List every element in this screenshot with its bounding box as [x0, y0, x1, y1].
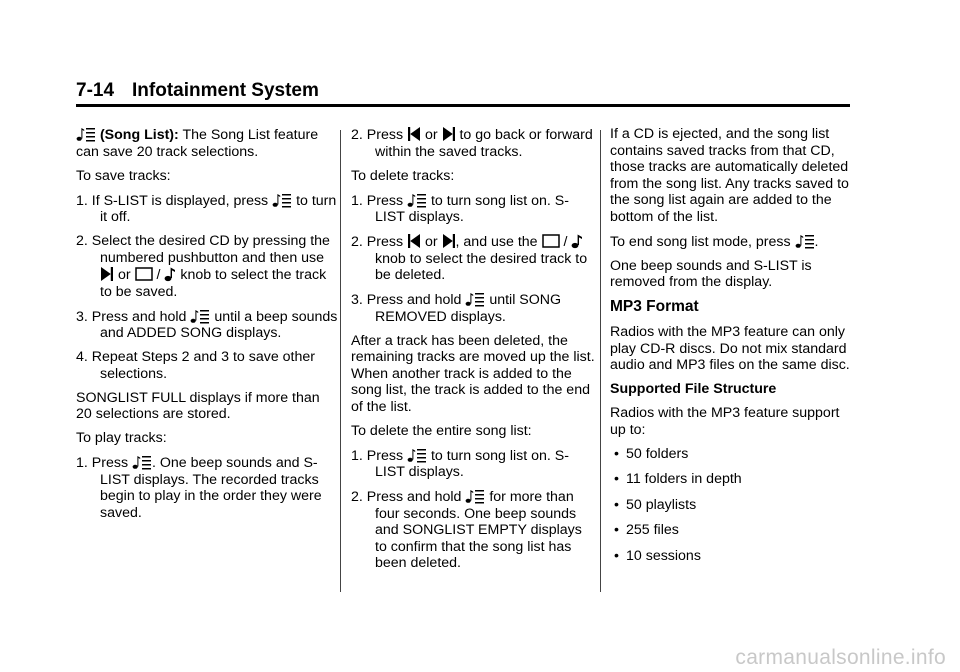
save-step-4: 4. Repeat Steps 2 and 3 to save other selections. — [76, 349, 315, 382]
list-item: • 11 folders in depth — [614, 471, 742, 487]
end-song-list-result: One beep sounds and S-LIST is removed from the display. — [610, 257, 812, 290]
column-divider-1 — [340, 130, 341, 592]
delete-step-2: 2. Press or , and use the / knob to select the desired track to be deleted. — [351, 234, 588, 283]
songlist-full-note: SONGLIST FULL displays if more than 20 selections are stored. — [76, 389, 320, 422]
save-step-3: 3. Press and hold until a beep sounds and ADDED SONG displays. — [76, 308, 338, 341]
save-step-1: 1. If S-LIST is displayed, press to turn it off. — [76, 192, 337, 225]
folder-note-icon — [164, 266, 176, 282]
watermark: carmanualsonline.info — [735, 646, 946, 669]
delete-all-step-2: 2. Press and hold for more than four seconds. One beep sounds and SONGLIST EMPTY displays to confirm that the song list has been deleted. — [351, 489, 582, 571]
folder-note-icon — [571, 233, 583, 249]
delete-all-step-1: 1. Press to turn song list on. S-LIST displays. — [351, 447, 569, 480]
page-number: 7-14 — [76, 80, 115, 101]
music-note-list-icon — [465, 488, 485, 504]
column-1 — [76, 126, 338, 529]
seek-forward-icon — [442, 233, 456, 249]
music-note-list-icon — [132, 454, 152, 470]
section-title: Infotainment System — [132, 80, 319, 101]
column-2 — [351, 126, 596, 579]
play-step-2: 2. Press or to go back or forward within the saved tracks. — [351, 127, 593, 160]
column-3 — [610, 126, 855, 573]
list-item: • 255 files — [614, 522, 679, 538]
music-note-list-icon — [795, 233, 815, 249]
list-item: • 10 sessions — [614, 547, 701, 564]
music-note-list-icon — [76, 126, 96, 142]
delete-step-1: 1. Press to turn song list on. S-LIST displays. — [351, 192, 569, 225]
music-note-list-icon — [272, 192, 292, 208]
mp3-format-heading: MP3 Format — [610, 298, 699, 315]
delete-step-3: 3. Press and hold until SONG REMOVED displays. — [351, 292, 562, 325]
seek-back-icon — [407, 126, 421, 142]
song-list-intro: (Song List): The Song List feature can save 20 track selections. — [76, 127, 319, 160]
delete-all-heading: To delete the entire song list: — [351, 422, 532, 439]
tune-box-icon — [135, 266, 153, 282]
seek-back-icon — [407, 233, 421, 249]
to-delete-heading: To delete tracks: — [351, 167, 455, 184]
song-list-label: (Song List): — [99, 127, 179, 143]
save-step-2: 2. Select the desired CD by pressing the numbered pushbutton and then use or / knob to select the track to be saved. — [76, 233, 330, 300]
after-delete-note: After a track has been deleted, the remaining tracks are moved up the list. When another track is added to the song list, the track is added to the end of the list. — [351, 332, 595, 415]
tune-box-icon — [542, 233, 560, 249]
music-note-list-icon — [407, 447, 427, 463]
page-header — [76, 80, 319, 102]
list-item: • 50 folders — [614, 445, 689, 462]
music-note-list-icon — [465, 291, 485, 307]
to-save-heading: To save tracks: — [76, 167, 171, 184]
column-divider-2 — [600, 130, 601, 592]
mp3-format-desc: Radios with the MP3 feature can only play CD-R discs. Do not mix standard audio and MP3 files on the same disc. — [610, 324, 850, 373]
end-song-list: To end song list mode, press . — [610, 233, 819, 250]
seek-forward-icon — [442, 126, 456, 142]
supported-file-structure-heading: Supported File Structure — [610, 381, 777, 397]
to-play-heading: To play tracks: — [76, 430, 167, 446]
list-item: • 50 playlists — [614, 496, 697, 513]
cd-ejected-note: If a CD is ejected, and the song list contains saved tracks from that CD, those tracks are automatically deleted from the song list. Any tracks saved to the song list again are added to the bottom of the list. — [610, 126, 849, 225]
seek-forward-icon — [100, 266, 114, 282]
music-note-list-icon — [190, 308, 210, 324]
play-step-1: 1. Press . One beep sounds and S-LIST displays. The recorded tracks begin to play in the order they were saved. — [76, 455, 322, 521]
music-note-list-icon — [407, 192, 427, 208]
header-rule — [76, 104, 850, 107]
supported-file-structure-desc: Radios with the MP3 feature support up to: — [610, 405, 840, 438]
